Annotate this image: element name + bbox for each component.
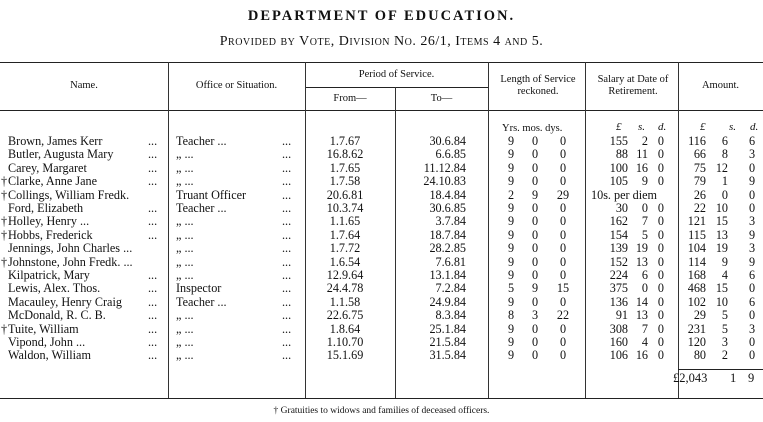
from-cell: 20.6.81 (326, 187, 364, 202)
years-cell: 9 (507, 348, 515, 363)
amount-shillings-cell: 9 (721, 254, 728, 269)
amount-pence-cell: 3 (748, 147, 756, 162)
header-name: Name. (70, 80, 98, 91)
header-amount: Amount. (701, 80, 740, 91)
days-cell: 0 (559, 227, 567, 242)
name-cell: McDonald, R. C. B. (8, 308, 106, 323)
years-cell: 9 (507, 294, 515, 309)
salary-pence-cell: 0 (657, 268, 664, 282)
office-leader: ... (282, 201, 292, 215)
dagger-mark: † (0, 254, 8, 269)
dagger-mark: † (0, 174, 8, 189)
to-cell: 7.6.81 (435, 254, 466, 269)
amount-pence-cell: 0 (748, 160, 756, 175)
salary-pounds-cell: 88 (615, 147, 628, 162)
salary-pounds-cell: 139 (609, 241, 628, 256)
name-cell: Macauley, Henry Craig (8, 294, 122, 309)
amount-pounds-cell: 75 (693, 160, 706, 175)
office-cell: Inspector (176, 281, 222, 296)
total-rule (678, 369, 763, 370)
years-cell: 9 (507, 201, 515, 215)
salary-shillings-cell: 9 (641, 174, 648, 189)
days-cell: 0 (559, 321, 567, 336)
years-cell: 9 (507, 134, 515, 148)
months-cell: 0 (531, 241, 539, 256)
amount-shillings-cell: 8 (721, 147, 728, 162)
amount-pence-cell: 6 (748, 294, 756, 309)
amount-shillings-cell: 12 (715, 160, 728, 175)
salary-shillings-cell: 13 (635, 254, 648, 269)
from-cell: 1.10.70 (326, 335, 364, 349)
total-pounds: £2,043 (673, 371, 708, 385)
months-cell: 0 (531, 134, 539, 148)
days-cell: 0 (559, 335, 567, 349)
office-cell: Truant Officer (176, 187, 247, 202)
name-cell: Waldon, William (8, 348, 91, 363)
salary-pence-cell: 0 (657, 201, 664, 215)
name-leader: ... (148, 201, 158, 215)
amount-pence-cell: 9 (748, 254, 756, 269)
period-sub-rule (305, 87, 488, 88)
days-cell: 0 (559, 254, 567, 269)
office-leader: ... (282, 294, 292, 309)
amount-pounds-cell: 102 (687, 294, 706, 309)
salary-pence-cell: 0 (657, 335, 664, 349)
amount-shillings-cell: 19 (715, 241, 728, 256)
months-cell: 0 (531, 160, 539, 175)
page-subtitle: Provided by Vote, Division No. 26/1, Items 4 and 5. (219, 34, 544, 49)
salary-pounds-cell: 30 (615, 201, 628, 215)
from-cell: 22.6.75 (326, 308, 364, 323)
salary-pence-cell: 0 (657, 147, 664, 162)
to-cell: 8.3.84 (435, 308, 466, 323)
name-leader: ... (148, 174, 158, 189)
page-title: DEPARTMENT OF EDUCATION. (247, 8, 516, 24)
to-cell: 31.5.84 (429, 348, 466, 363)
to-cell: 18.7.84 (429, 227, 466, 242)
salary-pounds-cell: 375 (609, 281, 628, 296)
office-leader: ... (282, 227, 292, 242)
months-cell: 9 (531, 281, 539, 296)
months-cell: 0 (531, 201, 539, 215)
table-row (0, 336, 763, 349)
months-cell: 9 (531, 187, 539, 202)
years-cell: 9 (507, 241, 515, 256)
salary-pence-cell: 0 (657, 214, 664, 229)
amount-pence-cell: 0 (748, 201, 756, 215)
office-cell: Teacher ... (176, 294, 227, 309)
table-row (0, 309, 763, 322)
to-cell: 24.10.83 (423, 174, 466, 189)
amount-shillings-cell: 10 (715, 201, 728, 215)
from-cell: 24.4.78 (326, 281, 364, 296)
days-cell: 0 (559, 268, 567, 282)
office-leader: ... (282, 348, 292, 363)
from-cell: 10.3.74 (326, 201, 364, 215)
months-cell: 0 (531, 268, 539, 282)
table-row (0, 162, 763, 175)
name-cell: Hobbs, Frederick (8, 227, 93, 242)
header-length: Length of Service reckoned. (500, 74, 576, 97)
office-cell: Teacher ... (176, 134, 227, 148)
amount-pence-cell: 0 (748, 187, 756, 202)
to-cell: 24.9.84 (429, 294, 466, 309)
amount-pounds-cell: 104 (687, 241, 706, 256)
amount-pounds-cell: 29 (693, 308, 706, 323)
salary-pounds-cell: 155 (609, 134, 628, 148)
header-salary: Salary at Date of Retirement. (597, 74, 669, 97)
salary-shillings-cell: 13 (635, 308, 648, 323)
office-cell: „ ... (176, 241, 194, 256)
days-cell: 0 (559, 241, 567, 256)
table-top-rule (0, 62, 763, 63)
salary-pence-cell: 0 (657, 174, 664, 189)
days-cell: 22 (556, 308, 570, 323)
days-cell: 0 (559, 174, 567, 189)
salary-shillings-cell: 16 (635, 160, 648, 175)
footnote: † Gratuities to widows and families of deceased officers. (273, 406, 490, 416)
name-leader: ... (148, 294, 158, 309)
amount-pence-cell: 3 (748, 214, 756, 229)
name-cell: Carey, Margaret (8, 160, 87, 175)
years-cell: 9 (507, 160, 515, 175)
to-cell: 21.5.84 (429, 335, 466, 349)
days-cell: 0 (559, 134, 567, 148)
office-leader: ... (282, 174, 292, 189)
salary-pounds-cell: 10s. per diem (591, 187, 658, 202)
salary-pounds-cell: 308 (609, 321, 628, 336)
salary-pence-cell: 0 (657, 160, 664, 175)
salary-shillings-cell: 2 (641, 134, 648, 148)
amount-pence-cell: 3 (748, 241, 756, 256)
dagger-mark: † (0, 227, 8, 242)
name-leader: ... (148, 308, 158, 323)
amount-pence-cell: 0 (748, 308, 756, 323)
months-cell: 0 (531, 321, 539, 336)
salary-pence-label: d. (658, 121, 667, 133)
name-leader: ... (148, 268, 158, 282)
table-row (0, 189, 763, 202)
amount-pence-cell: 3 (748, 321, 756, 336)
amount-pounds-cell: 22 (693, 201, 706, 215)
name-cell: Collings, William Fredk. (8, 187, 130, 202)
salary-pence-cell: 0 (657, 348, 664, 363)
amount-shilling-label: s. (729, 121, 737, 133)
salary-pence-cell: 0 (657, 321, 664, 336)
from-cell: 1.1.65 (329, 214, 361, 229)
salary-pence-cell: 0 (657, 134, 664, 148)
office-leader: ... (282, 268, 292, 282)
table-row (0, 349, 763, 362)
amount-shillings-cell: 4 (721, 268, 728, 282)
salary-shillings-cell: 0 (641, 201, 648, 215)
office-cell: „ ... (176, 254, 194, 269)
amount-shillings-cell: 15 (715, 281, 728, 296)
salary-shillings-cell: 11 (636, 147, 648, 162)
months-cell: 0 (531, 294, 539, 309)
amount-pence-cell: 6 (748, 268, 756, 282)
from-cell: 1.7.67 (329, 134, 361, 148)
office-leader: ... (282, 308, 292, 323)
amount-pounds-cell: 231 (687, 321, 706, 336)
table-row (0, 269, 763, 282)
name-leader: ... (148, 147, 158, 162)
amount-pounds-cell: 120 (687, 335, 706, 349)
name-cell: Lewis, Alex. Thos. (8, 281, 101, 296)
months-cell: 3 (531, 308, 539, 323)
yrs-mos-dys-label: Yrs. mos. dys. (502, 123, 563, 134)
to-cell: 13.1.84 (429, 268, 466, 282)
days-cell: 29 (556, 187, 570, 202)
amount-shillings-cell: 1 (721, 174, 728, 189)
table-row (0, 296, 763, 309)
table-row (0, 229, 763, 242)
to-cell: 3.7.84 (435, 214, 466, 229)
dagger-mark: † (0, 187, 8, 202)
from-cell: 1.7.58 (329, 174, 361, 189)
header-office: Office or Situation. (195, 80, 278, 91)
months-cell: 0 (531, 254, 539, 269)
header-from: From— (333, 93, 367, 104)
name-leader: ... (148, 281, 158, 296)
amount-pounds-cell: 79 (693, 174, 706, 189)
table-row (0, 175, 763, 188)
amount-pounds-cell: 66 (693, 147, 706, 162)
office-leader: ... (282, 160, 292, 175)
months-cell: 0 (531, 214, 539, 229)
to-cell: 28.2.85 (429, 241, 466, 256)
salary-pounds-cell: 154 (609, 227, 628, 242)
to-cell: 7.2.84 (435, 281, 466, 296)
office-leader: ... (282, 321, 292, 336)
name-cell: Brown, James Kerr (8, 134, 103, 148)
amount-pounds-cell: 121 (687, 214, 706, 229)
amount-shillings-cell: 0 (721, 187, 728, 202)
to-cell: 11.12.84 (423, 160, 466, 175)
name-cell: Holley, Henry ... (8, 214, 90, 229)
from-cell: 1.7.72 (329, 241, 361, 256)
office-cell: Teacher ... (176, 201, 227, 215)
office-cell: „ ... (176, 174, 194, 189)
salary-shillings-cell: 14 (635, 294, 648, 309)
name-leader: ... (148, 335, 158, 349)
amount-pounds-cell: 114 (688, 254, 706, 269)
table-row (0, 215, 763, 228)
salary-pounds-cell: 91 (615, 308, 628, 323)
table-row (0, 148, 763, 161)
salary-pounds-cell: 152 (609, 254, 628, 269)
amount-shillings-cell: 10 (715, 294, 728, 309)
amount-pence-cell: 6 (748, 134, 756, 148)
name-cell: Johnstone, John Fredk. ... (8, 254, 133, 269)
office-cell: „ ... (176, 321, 194, 336)
salary-pound-label: £ (616, 121, 622, 133)
amount-shillings-cell: 15 (715, 214, 728, 229)
table-row (0, 256, 763, 269)
amount-pounds-cell: 80 (693, 348, 706, 363)
office-cell: „ ... (176, 147, 194, 162)
amount-shillings-cell: 5 (721, 308, 728, 323)
days-cell: 15 (556, 281, 570, 296)
office-leader: ... (282, 281, 292, 296)
years-cell: 9 (507, 335, 515, 349)
name-cell: Vipond, John ... (8, 335, 86, 349)
header-period: Period of Service. (358, 69, 435, 80)
name-cell: Ford, Elizabeth (8, 201, 84, 215)
office-cell: „ ... (176, 308, 194, 323)
dagger-mark: † (0, 214, 8, 229)
salary-pounds-cell: 136 (609, 294, 628, 309)
office-leader: ... (282, 214, 292, 229)
office-leader: ... (282, 335, 292, 349)
salary-shillings-cell: 7 (641, 214, 648, 229)
salary-shillings-cell: 19 (635, 241, 648, 256)
total-shillings: 1 (730, 371, 737, 385)
salary-pence-cell: 0 (657, 241, 664, 256)
header-to: To— (430, 93, 453, 104)
from-cell: 16.8.62 (326, 147, 364, 162)
years-cell: 9 (507, 227, 515, 242)
years-cell: 5 (507, 281, 515, 296)
to-cell: 30.6.84 (429, 134, 466, 148)
years-cell: 9 (507, 174, 515, 189)
table-row (0, 282, 763, 295)
salary-pence-cell: 0 (657, 308, 664, 323)
salary-shillings-cell: 5 (641, 227, 648, 242)
amount-pence-cell: 0 (748, 335, 756, 349)
name-cell: Clarke, Anne Jane (8, 174, 98, 189)
salary-pence-cell: 0 (657, 281, 664, 296)
table-row (0, 323, 763, 336)
office-leader: ... (282, 134, 292, 148)
from-cell: 1.8.64 (329, 321, 361, 336)
salary-shillings-cell: 4 (641, 335, 648, 349)
office-leader: ... (282, 241, 292, 256)
salary-shillings-cell: 16 (635, 348, 648, 363)
table-row (0, 242, 763, 255)
name-leader: ... (148, 134, 158, 148)
salary-pounds-cell: 100 (609, 160, 628, 175)
office-cell: „ ... (176, 268, 194, 282)
months-cell: 0 (531, 335, 539, 349)
amount-pence-cell: 0 (748, 348, 756, 363)
amount-shillings-cell: 2 (721, 348, 728, 363)
name-cell: Tuite, William (8, 321, 79, 336)
name-leader: ... (148, 214, 158, 229)
from-cell: 1.7.64 (329, 227, 361, 242)
table-row (0, 135, 763, 148)
office-cell: „ ... (176, 214, 194, 229)
name-leader: ... (148, 321, 158, 336)
dagger-mark: † (0, 321, 8, 336)
years-cell: 9 (507, 254, 515, 269)
from-cell: 1.6.54 (329, 254, 361, 269)
days-cell: 0 (559, 348, 567, 363)
salary-pence-cell: 0 (657, 294, 664, 309)
amount-shillings-cell: 13 (715, 227, 728, 242)
office-cell: „ ... (176, 335, 194, 349)
from-cell: 1.1.58 (329, 294, 361, 309)
salary-shillings-cell: 0 (641, 281, 648, 296)
amount-pence-cell: 9 (748, 174, 756, 189)
to-cell: 6.6.85 (435, 147, 466, 162)
days-cell: 0 (559, 147, 567, 162)
salary-shilling-label: s. (638, 121, 646, 133)
salary-shillings-cell: 7 (641, 321, 648, 336)
amount-pounds-cell: 168 (687, 268, 706, 282)
to-cell: 18.4.84 (429, 187, 466, 202)
table-row (0, 202, 763, 215)
name-cell: Butler, Augusta Mary (8, 147, 114, 162)
months-cell: 0 (531, 147, 539, 162)
days-cell: 0 (559, 201, 567, 215)
amount-pence-cell: 0 (748, 281, 756, 296)
amount-pounds-cell: 26 (693, 187, 706, 202)
from-cell: 1.7.65 (329, 160, 361, 175)
years-cell: 8 (507, 308, 515, 323)
amount-pounds-cell: 115 (688, 227, 706, 242)
to-cell: 30.6.85 (429, 201, 466, 215)
amount-pounds-cell: 468 (687, 281, 706, 296)
salary-pounds-cell: 224 (609, 268, 628, 282)
office-cell: „ ... (176, 348, 194, 363)
salary-pence-cell: 0 (657, 227, 664, 242)
salary-pounds-cell: 160 (609, 335, 628, 349)
header-bottom-rule (0, 110, 763, 111)
years-cell: 9 (507, 268, 515, 282)
name-leader: ... (148, 160, 158, 175)
months-cell: 0 (531, 348, 539, 363)
months-cell: 0 (531, 174, 539, 189)
salary-shillings-cell: 6 (641, 268, 648, 282)
table-bottom-rule (0, 398, 763, 399)
amount-shillings-cell: 3 (721, 335, 728, 349)
years-cell: 9 (507, 321, 515, 336)
name-cell: Kilpatrick, Mary (8, 268, 90, 282)
office-cell: „ ... (176, 160, 194, 175)
days-cell: 0 (559, 160, 567, 175)
amount-pence-cell: 9 (748, 227, 756, 242)
total-pence: 9 (748, 371, 755, 385)
amount-pence-label: d. (750, 121, 759, 133)
days-cell: 0 (559, 214, 567, 229)
from-cell: 12.9.64 (326, 268, 364, 282)
office-leader: ... (282, 254, 292, 269)
salary-pounds-cell: 106 (609, 348, 628, 363)
name-cell: Jennings, John Charles ... (8, 241, 133, 256)
name-leader: ... (148, 227, 158, 242)
salary-pounds-cell: 162 (609, 214, 628, 229)
office-leader: ... (282, 187, 292, 202)
salary-pence-cell: 0 (657, 254, 664, 269)
office-cell: „ ... (176, 227, 194, 242)
office-leader: ... (282, 147, 292, 162)
amount-shillings-cell: 6 (721, 134, 728, 148)
amount-pound-label: £ (700, 121, 706, 133)
from-cell: 15.1.69 (326, 348, 364, 363)
years-cell: 9 (507, 147, 515, 162)
salary-pounds-cell: 105 (609, 174, 628, 189)
years-cell: 9 (507, 214, 515, 229)
name-leader: ... (148, 348, 158, 363)
amount-shillings-cell: 5 (721, 321, 728, 336)
to-cell: 25.1.84 (429, 321, 466, 336)
days-cell: 0 (559, 294, 567, 309)
months-cell: 0 (531, 227, 539, 242)
amount-pounds-cell: 116 (688, 134, 706, 148)
years-cell: 2 (507, 187, 515, 202)
